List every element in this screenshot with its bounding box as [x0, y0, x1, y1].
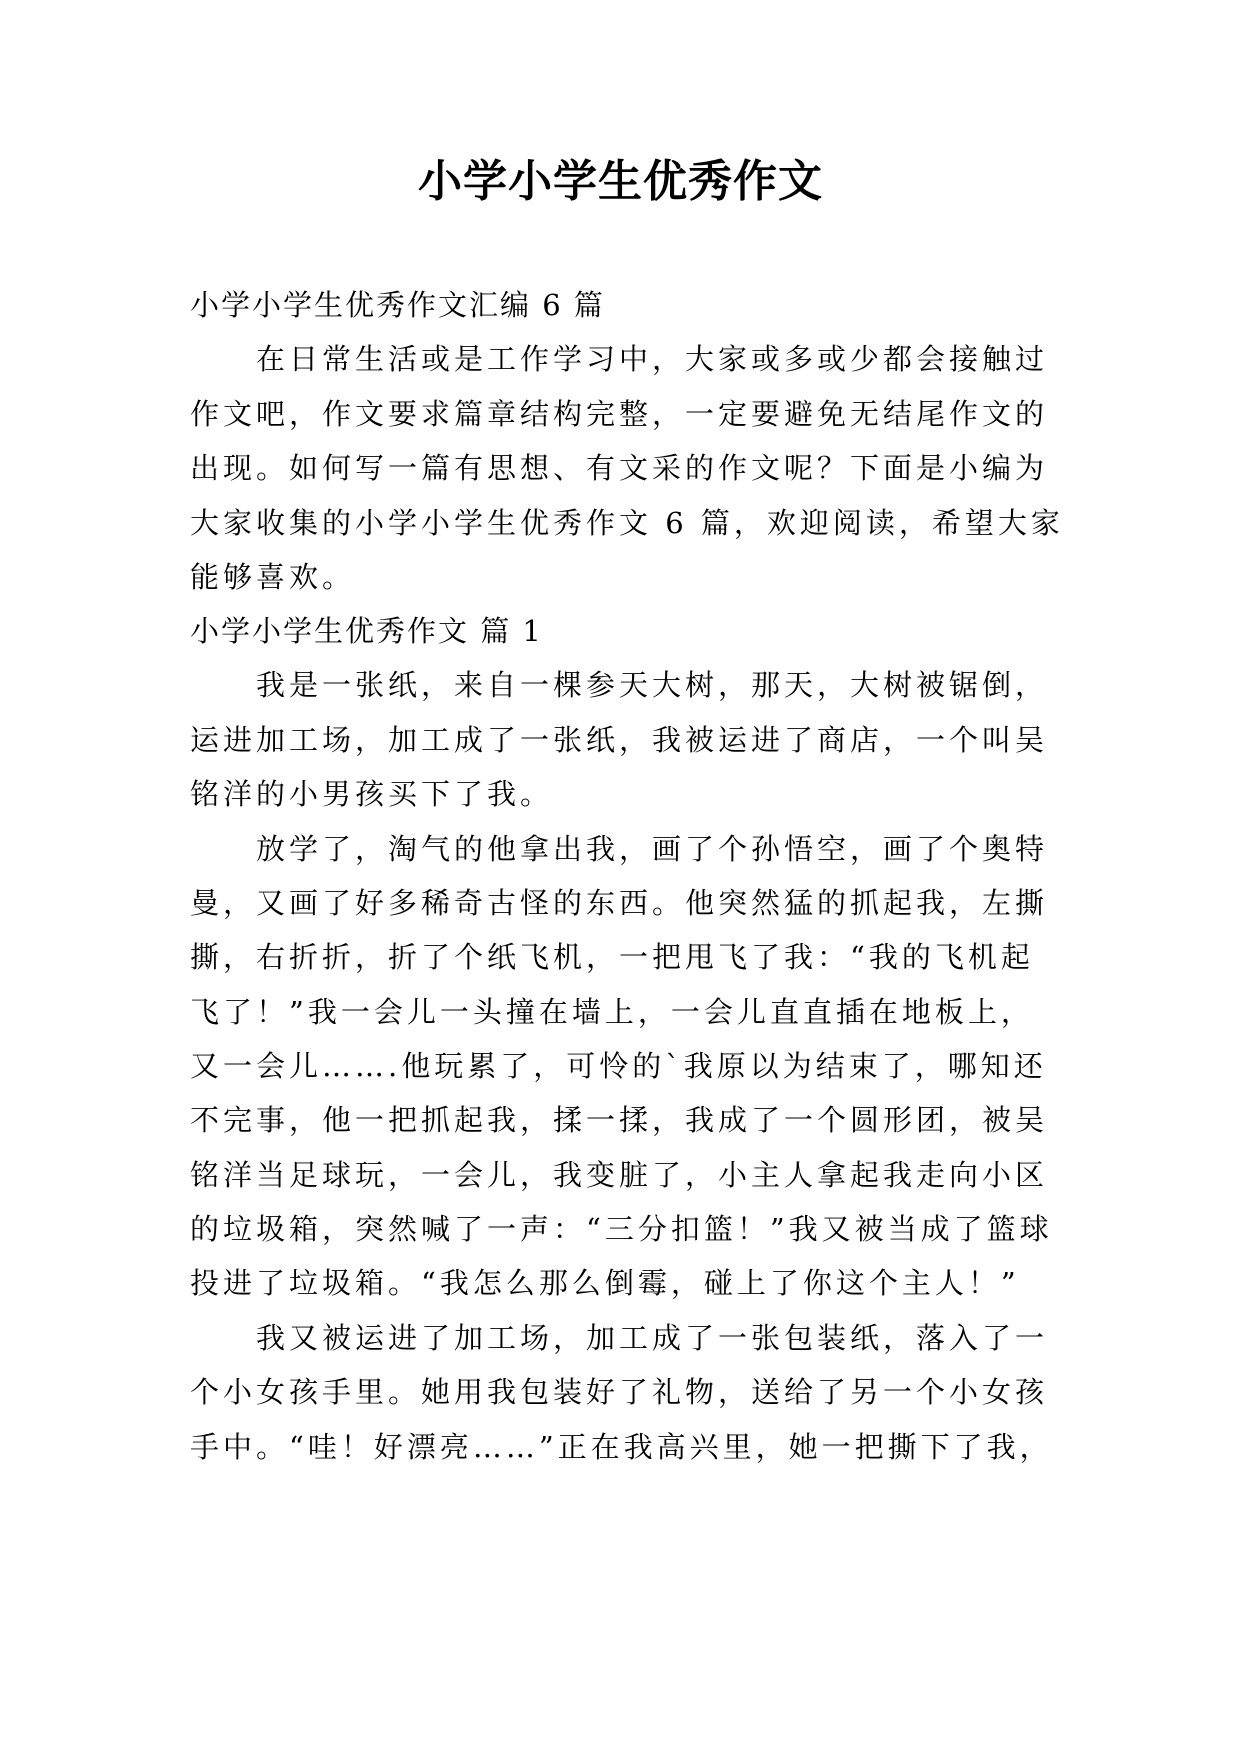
paragraph-line: 撕，右折折，折了个纸飞机，一把甩飞了我：“我的飞机起 — [190, 940, 1034, 974]
paragraph-line: 飞了！”我一会儿一头撞在墙上，一会儿直直插在地板上， — [190, 995, 1034, 1029]
paragraph-line: 个小女孩手里。她用我包装好了礼物，送给了另一个小女孩 — [190, 1375, 1049, 1409]
section-heading: 小学小学生优秀作文 篇 1 — [190, 614, 543, 648]
paragraph-line: 能够喜欢。 — [190, 560, 356, 594]
paragraph-line: 在日常生活或是工作学习中，大家或多或少都会接触过 — [256, 342, 1049, 376]
paragraph-line: 手中。“哇！好漂亮……”正在我高兴里，她一把撕下了我， — [190, 1430, 1053, 1464]
paragraph-line: 大家收集的小学小学生优秀作文 6 篇，欢迎阅读，希望大家 — [190, 506, 1064, 540]
paragraph-line: 运进加工场，加工成了一张纸，我被运进了商店，一个叫吴 — [190, 723, 1049, 757]
paragraph-line: 的垃圾箱，突然喊了一声：“三分扣篮！”我又被当成了篮球 — [190, 1212, 1053, 1246]
paragraph-line: 铭洋的小男孩买下了我。 — [190, 777, 554, 811]
paragraph-line: 投进了垃圾箱。“我怎么那么倒霉，碰上了你这个主人！” — [190, 1266, 1020, 1300]
paragraph-line: 放学了，淘气的他拿出我，画了个孙悟空，画了个奥特 — [256, 832, 1049, 866]
paragraph-line: 作文吧，作文要求篇章结构完整，一定要避免无结尾作文的 — [190, 397, 1049, 431]
section-heading: 小学小学生优秀作文汇编 6 篇 — [190, 288, 605, 322]
paragraph-line: 我又被运进了加工场，加工成了一张包装纸，落入了一 — [256, 1321, 1049, 1355]
paragraph-line: 又一会儿…….他玩累了，可怜的`我原以为结束了，哪知还 — [190, 1049, 1047, 1083]
paragraph-line: 不完事，他一把抓起我，揉一揉，我成了一个圆形团，被吴 — [190, 1103, 1049, 1137]
paragraph-line: 我是一张纸，来自一棵参天大树，那天，大树被锯倒， — [256, 668, 1049, 702]
paragraph-line: 出现。如何写一篇有思想、有文采的作文呢？下面是小编为 — [190, 451, 1049, 485]
page-title: 小学小学生优秀作文 — [418, 156, 823, 207]
paragraph-line: 铭洋当足球玩，一会儿，我变脏了，小主人拿起我走向小区 — [190, 1158, 1049, 1192]
paragraph-line: 曼，又画了好多稀奇古怪的东西。他突然猛的抓起我，左撕 — [190, 886, 1049, 920]
